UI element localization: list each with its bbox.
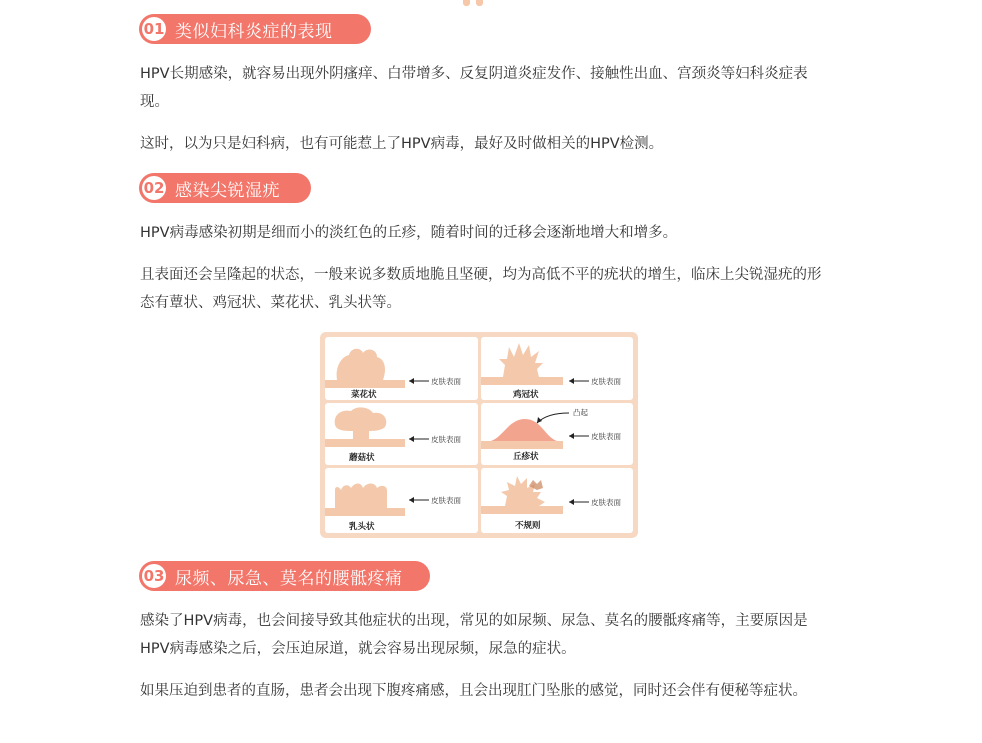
skin-surface-label: 皮肤表面 <box>591 498 621 507</box>
irregular-illustration <box>481 468 633 533</box>
section-number: 02 <box>142 176 166 200</box>
section-heading-03 <box>139 561 430 591</box>
shape-label: 菜花状 <box>351 390 377 400</box>
cockscomb-illustration <box>481 337 633 400</box>
figure-cell-cockscomb <box>481 337 633 400</box>
section-title: 类似妇科炎症的表现 <box>175 21 333 42</box>
skin-surface-label: 皮肤表面 <box>591 432 621 441</box>
figure-cell-cauliflower <box>325 337 478 400</box>
papillary-illustration <box>325 468 478 533</box>
section-number: 01 <box>142 17 166 41</box>
skin-surface-label: 皮肤表面 <box>431 435 461 444</box>
paragraph: HPV长期感染，就容易出现外阴瘙痒、白带增多、反复阴道炎症发作、接触性出血、宫颈炎等妇科炎症表现。 <box>140 66 808 110</box>
section-heading-01 <box>139 14 371 44</box>
skin-surface-label: 皮肤表面 <box>431 496 461 505</box>
paragraph: 且表面还会呈隆起的状态，一般来说多数质地脆且坚硬，均为高低不平的疣状的增生，临床上尖锐湿疣的形态有蕈状、鸡冠状、菜花状、乳头状等。 <box>140 267 822 311</box>
skin-surface-label: 皮肤表面 <box>591 377 621 386</box>
figure-cell-irregular <box>481 468 633 533</box>
section-title: 感染尖锐湿疣 <box>175 180 280 201</box>
skin-surface-label: 皮肤表面 <box>431 377 461 386</box>
cauliflower-illustration <box>325 337 478 400</box>
top-decoration <box>461 0 489 6</box>
figure-cell-papule <box>481 403 633 465</box>
shape-label: 鸡冠状 <box>513 390 539 400</box>
shape-label: 乳头状 <box>349 522 375 532</box>
bump-label: 凸起 <box>573 408 588 417</box>
mushroom-illustration <box>325 403 478 465</box>
wart-shapes-figure <box>320 332 638 538</box>
paragraph: HPV病毒感染初期是细而小的淡红色的丘疹，随着时间的迁移会逐渐地增大和增多。 <box>140 225 678 241</box>
figure-cell-mushroom <box>325 403 478 465</box>
section-number: 03 <box>142 564 166 588</box>
section-title: 尿频、尿急、莫名的腰骶疼痛 <box>175 568 403 589</box>
shape-label: 不规则 <box>515 521 541 531</box>
figure-cell-papillary <box>325 468 478 533</box>
shape-label: 丘疹状 <box>513 452 539 462</box>
papule-illustration <box>481 403 633 465</box>
paragraph: 如果压迫到患者的直肠，患者会出现下腹疼痛感，且会出现肛门坠胀的感觉，同时还会伴有便秘等症状。 <box>140 683 807 699</box>
shape-label: 蘑菇状 <box>349 453 375 463</box>
section-heading-02 <box>139 173 311 203</box>
paragraph: 感染了HPV病毒，也会间接导致其他症状的出现，常见的如尿频、尿急、莫名的腰骶疼痛等，主要原因是HPV病毒感染之后，会压迫尿道，就会容易出现尿频，尿急的症状。 <box>140 613 808 657</box>
paragraph: 这时，以为只是妇科病，也有可能惹上了HPV病毒，最好及时做相关的HPV检测。 <box>140 136 664 152</box>
